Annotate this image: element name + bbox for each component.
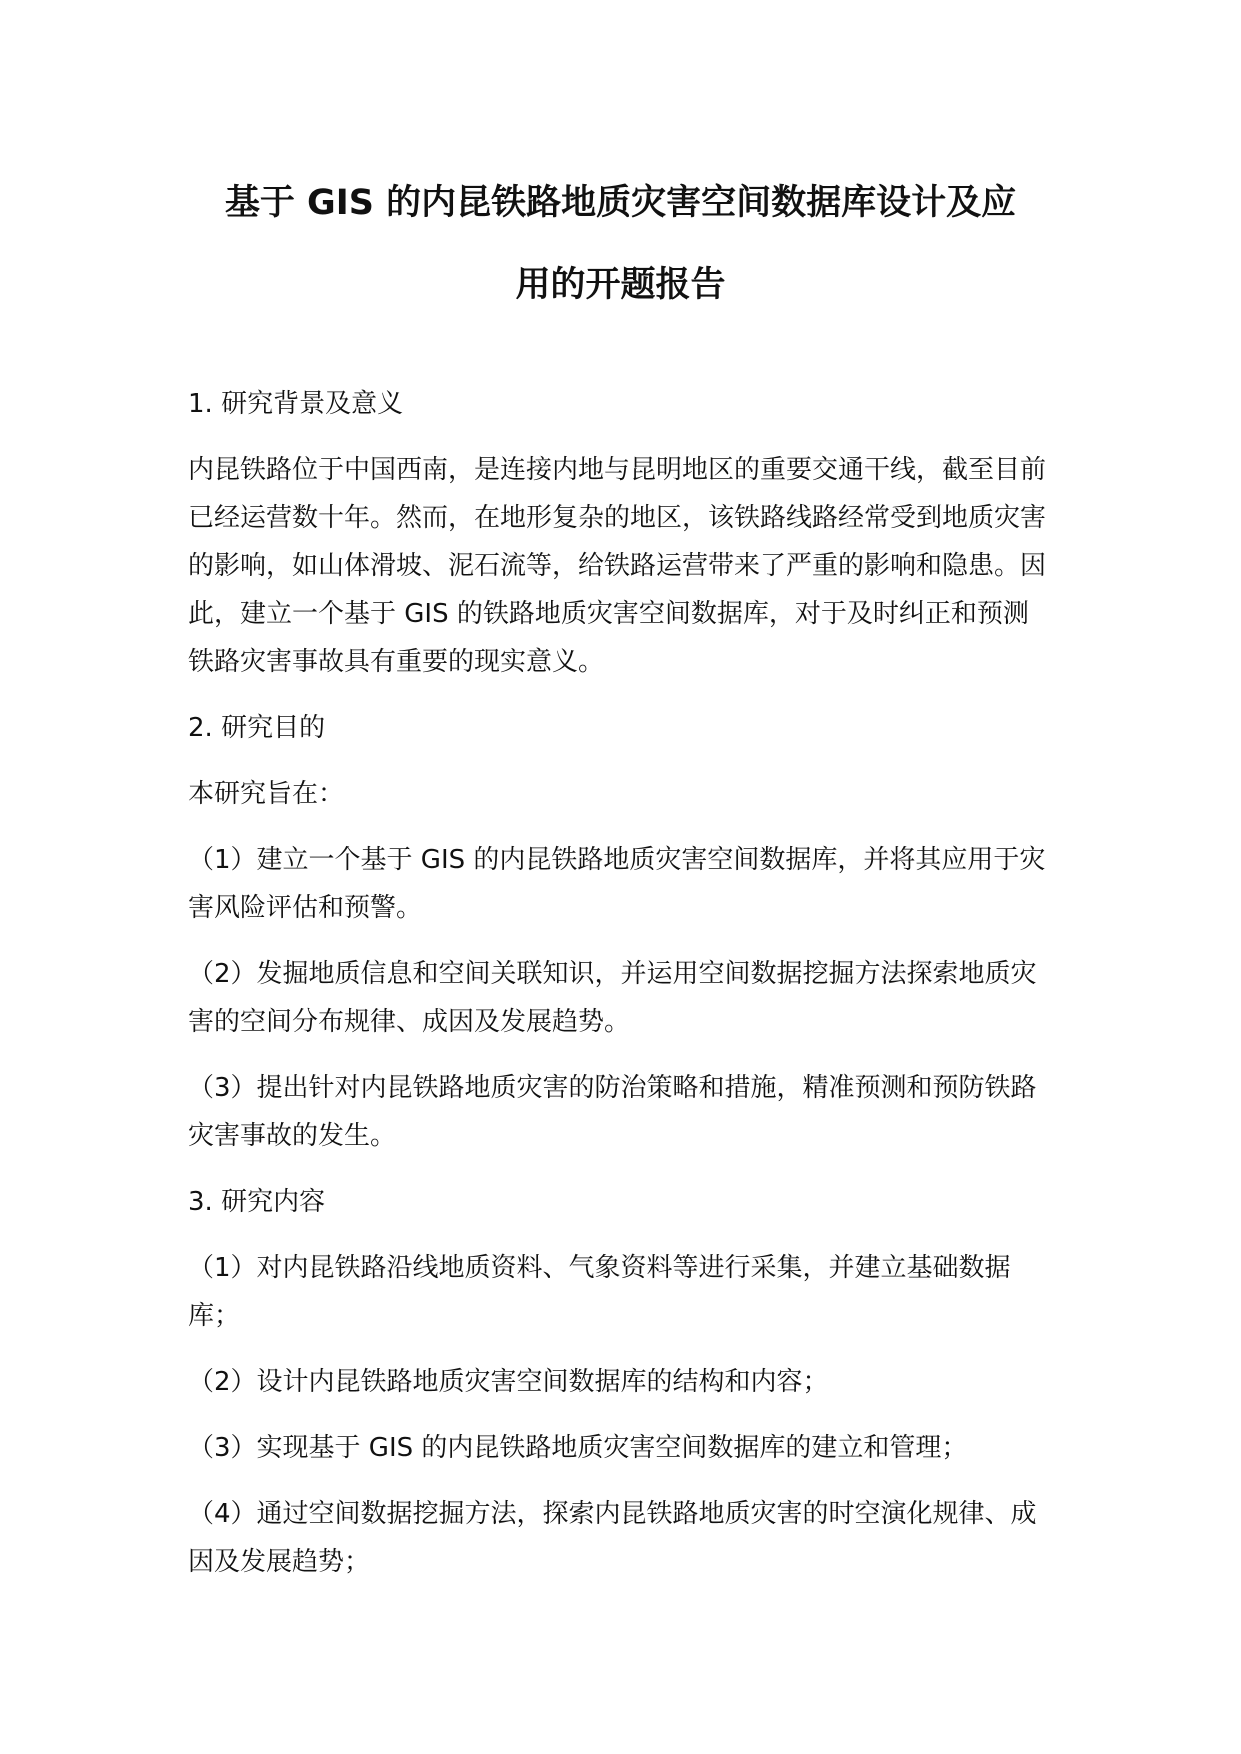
- content-item: （2）设计内昆铁路地质灾害空间数据库的结构和内容；: [188, 1367, 829, 1397]
- paragraph-background: 内昆铁路位于中国西南，是连接内地与昆明地区的重要交通干线，截至目前已经运营数十年。然而，在地形复杂的地区，该铁路线路经常受到地质灾害的影响，如山体滑坡、泥石流等，给铁路运营带来了严重的影响和隐患。因此，建立一个基于 GIS 的铁路地质灾害空间数据库，对于及时纠正和预测铁路灾害事故具有重要的现实意义。: [188, 455, 1047, 677]
- document-title-line-1: 基于 GIS 的内昆铁路地质灾害空间数据库设计及应: [224, 183, 1017, 223]
- objective-item: （1）建立一个基于 GIS 的内昆铁路地质灾害空间数据库，并将其应用于灾害风险评估和预警。: [188, 845, 1046, 923]
- paragraph-objectives-intro: 本研究旨在：: [188, 779, 345, 809]
- section-heading-content: 3. 研究内容: [188, 1187, 326, 1217]
- objective-item: （3）提出针对内昆铁路地质灾害的防治策略和措施，精准预测和预防铁路灾害事故的发生。: [188, 1073, 1037, 1151]
- content-item: （3）实现基于 GIS 的内昆铁路地质灾害空间数据库的建立和管理；: [188, 1433, 968, 1463]
- document-body: [188, 380, 1048, 1604]
- document-title-line-2: 用的开题报告: [515, 265, 726, 305]
- section-heading-background: 1. 研究背景及意义: [188, 389, 404, 419]
- content-item: （1）对内昆铁路沿线地质资料、气象资料等进行采集，并建立基础数据库；: [188, 1253, 1011, 1331]
- content-item: （4）通过空间数据挖掘方法，探索内昆铁路地质灾害的时空演化规律、成因及发展趋势；: [188, 1499, 1037, 1577]
- section-heading-objectives: 2. 研究目的: [188, 713, 326, 743]
- objective-item: （2）发掘地质信息和空间关联知识，并运用空间数据挖掘方法探索地质灾害的空间分布规律、成因及发展趋势。: [188, 959, 1037, 1037]
